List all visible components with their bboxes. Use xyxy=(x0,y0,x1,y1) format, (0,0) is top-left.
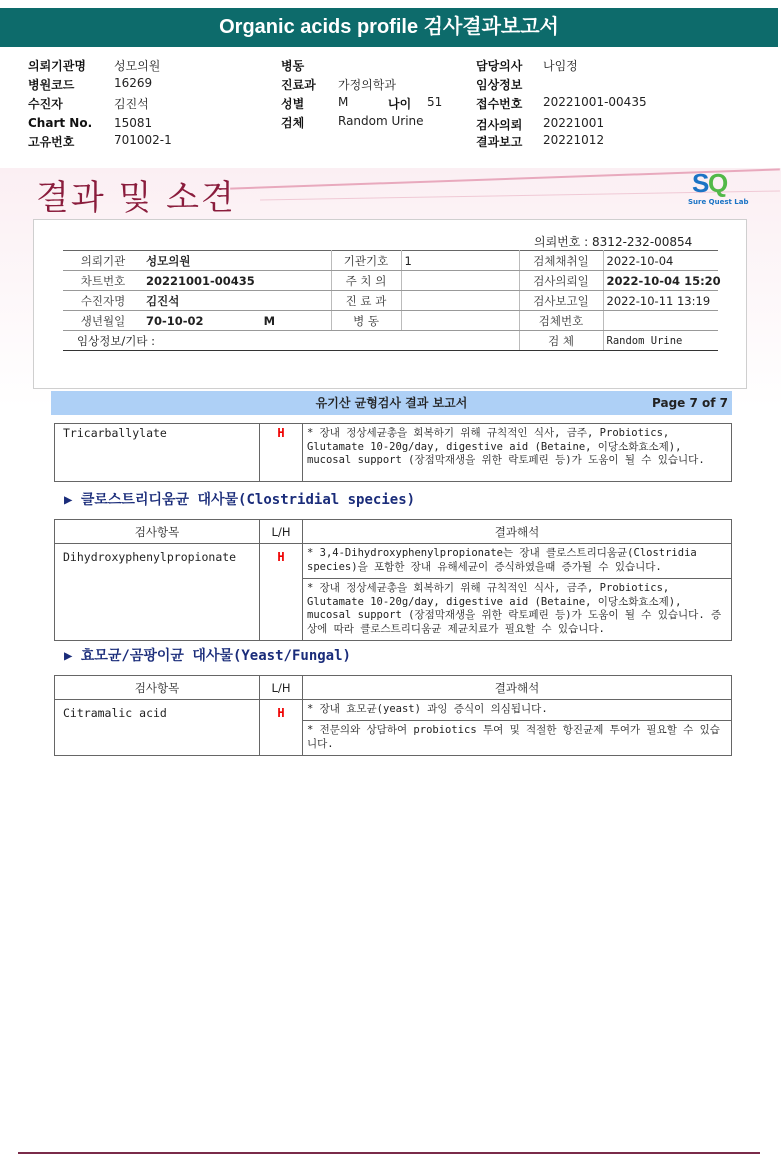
test-item: Dihydroxyphenylpropionate xyxy=(55,544,260,641)
sq-logo xyxy=(688,168,748,208)
test-item: Tricarballylate xyxy=(55,424,260,482)
logo-subtitle: Sure Quest Lab xyxy=(688,198,749,206)
interpretation: * 3,4-Dihydroxyphenylpropionate는 장내 클로스트리디움균(Clostridia species)을 포함한 장내 유해세균이 증식하였을때 증가될 수 있습니다. xyxy=(303,544,732,579)
interpretation: * 장내 정상세균총을 회복하기 위해 규칙적인 식사, 금주, Probiotics, Glutamate 10-20g/day, digestive aid (Betaine, 이당소화효소제), mucosal support (장점막재생을 위한 락토페린 등)가 도움이 될 수 있습니다. 증상에 따라 클로스트리디움균 제균치료가 필요할 수 있습니다. xyxy=(303,579,732,641)
info-value: 2022-10-11 13:19 xyxy=(603,291,718,311)
col-header-item: 검사항목 xyxy=(55,676,260,700)
info-label: 검체채취일 xyxy=(519,251,603,271)
info-label: 생년월일 xyxy=(63,311,143,331)
doctor-label: 담당의사 xyxy=(476,59,523,73)
request-label: 검사의뢰 xyxy=(476,118,523,132)
request-value: 20221001 xyxy=(543,116,605,130)
col-header-lh: L/H xyxy=(260,520,303,544)
info-value: 김진석 xyxy=(143,291,331,311)
col-header-item: 검사항목 xyxy=(55,520,260,544)
logo-s: S xyxy=(692,168,710,198)
info-value: 2022-10-04 xyxy=(603,251,718,271)
page-indicator: Page 7 of 7 xyxy=(652,396,728,410)
info-label: 병 동 xyxy=(331,311,401,331)
logo-q: Q xyxy=(708,168,729,198)
age-value: 51 xyxy=(427,95,443,109)
doctor-value: 나임정 xyxy=(543,59,578,73)
unique-label: 고유번호 xyxy=(28,135,75,149)
meta-column-3 xyxy=(476,57,676,147)
report-title: Organic acids profile 검사결과보고서 xyxy=(0,8,778,47)
table-header-row xyxy=(55,520,732,544)
receipt-value: 20221001-00435 xyxy=(543,95,647,109)
info-label: 검체번호 xyxy=(519,311,603,331)
col-header-interp: 결과해석 xyxy=(303,676,732,700)
interpretation: * 장내 정상세균총을 회복하기 위해 규칙적인 식사, 금주, Probiotics, Glutamate 10-20g/day, digestive aid (Betaine, 이당소화효소제), mucosal support (장점막재생을 위한 락토페린 등)가 도움이 될 수 있습니다. xyxy=(303,424,732,482)
info-label: 검사보고일 xyxy=(519,291,603,311)
info-value xyxy=(401,291,519,311)
chart-value: 15081 xyxy=(114,116,153,130)
info-row xyxy=(63,331,718,351)
info-value xyxy=(401,271,519,291)
code-value: 16269 xyxy=(114,76,153,90)
birthdate: 70-10-02 xyxy=(146,313,204,328)
results-heading: 결과 및 소견 xyxy=(36,178,236,218)
sex-value: M xyxy=(338,95,349,109)
info-row xyxy=(63,251,718,271)
info-value: 성모의원 xyxy=(143,251,331,271)
lh-flag: H xyxy=(260,424,303,482)
info-value xyxy=(401,311,519,331)
chart-label: Chart No. xyxy=(28,116,93,130)
report-date-value: 20221012 xyxy=(543,133,605,147)
age-label: 나이 xyxy=(388,97,412,111)
info-value xyxy=(603,311,718,331)
patient-info-table xyxy=(63,250,721,351)
table-row xyxy=(55,424,732,482)
specimen-label: 검 체 xyxy=(519,331,603,351)
ward-label: 병동 xyxy=(281,59,305,73)
report-date-label: 결과보고 xyxy=(476,135,523,149)
info-label: 기관기호 xyxy=(331,251,401,271)
code-label: 병원코드 xyxy=(28,78,75,92)
patient-value: 김진석 xyxy=(114,97,149,111)
info-row xyxy=(63,291,718,311)
specimen-label: 검체 xyxy=(281,116,305,130)
sex-label: 성별 xyxy=(281,97,305,111)
info-label: 차트번호 xyxy=(63,271,143,291)
specimen-value: Random Urine xyxy=(603,331,718,351)
info-value: 1 xyxy=(401,251,519,271)
test-item: Citramalic acid xyxy=(55,700,260,756)
request-number: 의뢰번호 : 8312-232-00854 xyxy=(534,235,693,249)
footer-divider xyxy=(18,1152,760,1154)
table-header-row xyxy=(55,676,732,700)
clinical-info-label: 임상정보/기타 : xyxy=(63,331,519,351)
result-table-clostridial xyxy=(54,519,732,641)
hospital-value: 성모의원 xyxy=(114,59,161,73)
lh-flag: H xyxy=(260,544,303,641)
info-label: 의뢰기관 xyxy=(63,251,143,271)
interpretation: * 전문의와 상담하여 probiotics 투여 및 적절한 항진균제 투여가 필요할 수 있습니다. xyxy=(303,721,732,756)
meta-column-2 xyxy=(281,57,471,137)
section-yeast-title: ▶ 효모균/곰팡이균 대사물(Yeast/Fungal) xyxy=(64,648,351,664)
dept-label: 진료과 xyxy=(281,78,316,92)
interpretation: * 장내 효모균(yeast) 과잉 증식이 의심됩니다. xyxy=(303,700,732,721)
info-value: 20221001-00435 xyxy=(143,271,331,291)
table-row xyxy=(55,544,732,579)
sex-mark: M xyxy=(263,313,276,328)
lh-flag: H xyxy=(260,700,303,756)
specimen-value: Random Urine xyxy=(338,114,424,128)
section-clostridial-title: ▶ 클로스트리디움균 대사물(Clostridial species) xyxy=(64,492,416,508)
info-value xyxy=(143,311,331,331)
meta-column-1 xyxy=(28,57,268,147)
dept-value: 가정의학과 xyxy=(338,78,396,92)
hospital-label: 의뢰기관명 xyxy=(28,59,86,73)
receipt-label: 접수번호 xyxy=(476,97,523,111)
result-table-continued xyxy=(54,423,732,482)
info-label: 진 료 과 xyxy=(331,291,401,311)
info-row xyxy=(63,271,718,291)
clinical-label: 임상정보 xyxy=(476,78,523,92)
unique-value: 701002-1 xyxy=(114,133,172,147)
info-label: 주 치 의 xyxy=(331,271,401,291)
report-bar-title: 유기산 균형검사 결과 보고서 xyxy=(315,396,468,410)
info-label: 검사의뢰일 xyxy=(519,271,603,291)
col-header-lh: L/H xyxy=(260,676,303,700)
info-row xyxy=(63,311,718,331)
patient-label: 수진자 xyxy=(28,97,63,111)
table-row xyxy=(55,700,732,721)
info-label: 수진자명 xyxy=(63,291,143,311)
info-value: 2022-10-04 15:20 xyxy=(603,271,718,291)
col-header-interp: 결과해석 xyxy=(303,520,732,544)
report-title-bar xyxy=(51,391,732,415)
result-table-yeast xyxy=(54,675,732,756)
